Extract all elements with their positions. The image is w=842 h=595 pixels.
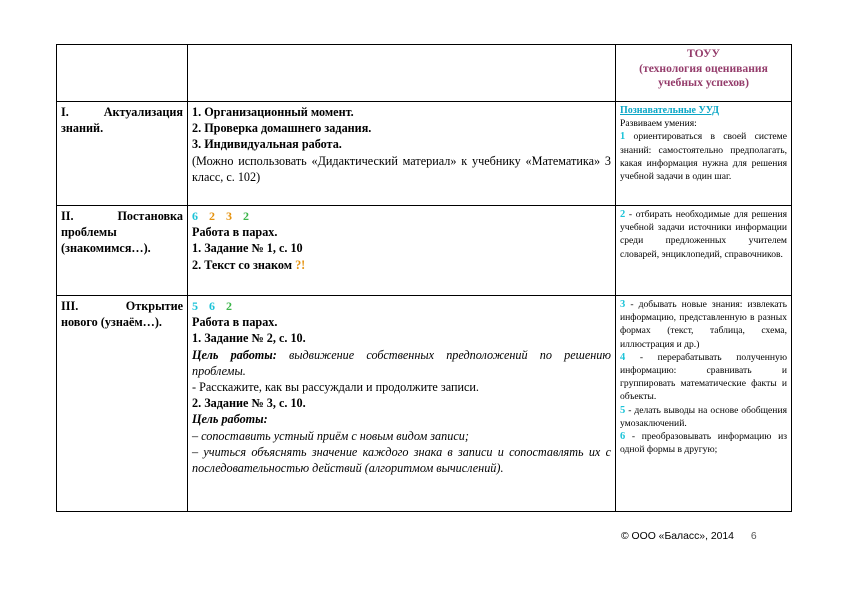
goal-item: – сопоставить устный приём с новым видом записи; <box>192 428 469 443</box>
uud-text: - добывать новые знания: извлекать информацию, представленную в разных формах (текст, таблица, схема, иллюстрация и др.) <box>620 299 787 350</box>
content-cell <box>188 206 616 296</box>
page-number: 6 <box>750 531 757 542</box>
stage-number: II. <box>61 209 74 223</box>
content-line: 2. Проверка домашнего задания. <box>192 121 372 136</box>
goal-item: – учиться объяснять значение каждого знака в записи и сопоставлять их с последовательностью действий (алгоритмом вычислений). <box>192 444 611 476</box>
uud-item <box>620 130 787 183</box>
content-line: 3. Индивидуальная работа. <box>192 137 342 152</box>
assessment-marks <box>192 298 611 314</box>
content-line: Работа в парах. <box>192 225 278 240</box>
mark-badge: 2 <box>226 299 236 313</box>
uud-number: 4 <box>620 351 626 363</box>
content-cell <box>188 102 616 206</box>
uud-number: 1 <box>620 131 626 143</box>
uud-text: - преобразовывать информацию из одной формы в другую; <box>620 431 787 456</box>
content-line <box>192 257 611 273</box>
table-row <box>57 206 792 296</box>
toyy-subtitle: (технология оценивания учебных успехов) <box>639 61 768 89</box>
header-cell-content <box>188 45 616 102</box>
header-row <box>57 45 792 102</box>
goal-line <box>192 347 611 379</box>
uud-number: 3 <box>620 299 626 310</box>
stage-word: Открытие <box>125 299 183 313</box>
content-line: 2. Задание № 3, с. 10. <box>192 396 306 411</box>
uud-item <box>620 404 787 430</box>
mark-badge: 3 <box>226 209 236 223</box>
stage-label: I. Актуализация знаний. <box>61 105 183 135</box>
table-row <box>57 102 792 206</box>
mark-badge: 6 <box>209 299 219 313</box>
stage-cell <box>57 296 188 512</box>
uud-text: ориентироваться в своей системе знаний: самостоятельно предполагать, какая информация нужна для решения учебной задачи в один шаг. <box>620 131 787 183</box>
uud-text: - перерабатывать полученную информацию: сравнивать и группировать математические факты и объекты. <box>620 351 787 403</box>
uud-cell <box>616 296 792 512</box>
mark-badge: 6 <box>192 209 202 223</box>
mark-badge: 5 <box>192 299 202 313</box>
header-cell-stage <box>57 45 188 102</box>
uud-cell <box>616 102 792 206</box>
content-cell <box>188 296 616 512</box>
content-line: Работа в парах. <box>192 315 278 330</box>
content-line: 1. Организационный момент. <box>192 105 354 119</box>
stage-label: нового (узнаём…). <box>61 315 162 329</box>
goal-label: Цель работы: <box>192 412 268 427</box>
uud-number: 6 <box>620 431 626 443</box>
goal-text: выдвижение собственных предположений по решению проблемы. <box>192 347 611 378</box>
uud-item <box>620 351 787 404</box>
content-line: 1. Задание № 1, с. 10 <box>192 241 303 256</box>
stage-word: Постановка <box>117 209 183 223</box>
mark-badge: 2 <box>209 209 219 223</box>
uud-item <box>620 298 787 351</box>
stage-cell <box>57 102 188 206</box>
content-line: (Можно использовать «Дидактический материал» к учебнику «Математика» 3 класс, с. 102) <box>192 153 611 184</box>
content-line: 1. Задание № 2, с. 10. <box>192 331 306 346</box>
uud-number: 2 <box>620 209 626 220</box>
content-line: - Расскажите, как вы рассуждали и продолжите записи. <box>192 380 479 395</box>
copyright-text: © ООО «Баласс», 2014 <box>621 531 734 542</box>
uud-cell <box>616 206 792 296</box>
question-exclaim-sign: ?! <box>295 257 306 272</box>
uud-item <box>620 430 787 456</box>
assessment-marks <box>192 208 611 224</box>
stage-label: проблемы (знакомимся…). <box>61 225 151 255</box>
table-row <box>57 296 792 512</box>
mark-badge: 2 <box>243 209 253 223</box>
uud-text: - отбирать необходимые для решения учебной задачи источники информации среди предложенных учителем словарей, энциклопедий, справочников. <box>620 209 787 260</box>
content-text: 2. Текст со знаком <box>192 257 293 272</box>
goal-label: Цель работы: <box>192 347 277 362</box>
uud-item <box>620 208 787 261</box>
toyy-title: ТОУУ <box>687 47 720 60</box>
page-footer <box>621 531 757 542</box>
stage-number: III. <box>61 299 79 313</box>
uud-text: - делать выводы на основе обобщения умозаключений. <box>620 404 787 429</box>
uud-number: 5 <box>620 404 626 416</box>
stage-cell <box>57 206 188 296</box>
uud-intro: Развиваем умения: <box>620 118 697 130</box>
header-cell-toyy <box>616 45 792 102</box>
uud-title: Познавательные УУД <box>620 105 720 116</box>
lesson-table <box>56 44 792 512</box>
